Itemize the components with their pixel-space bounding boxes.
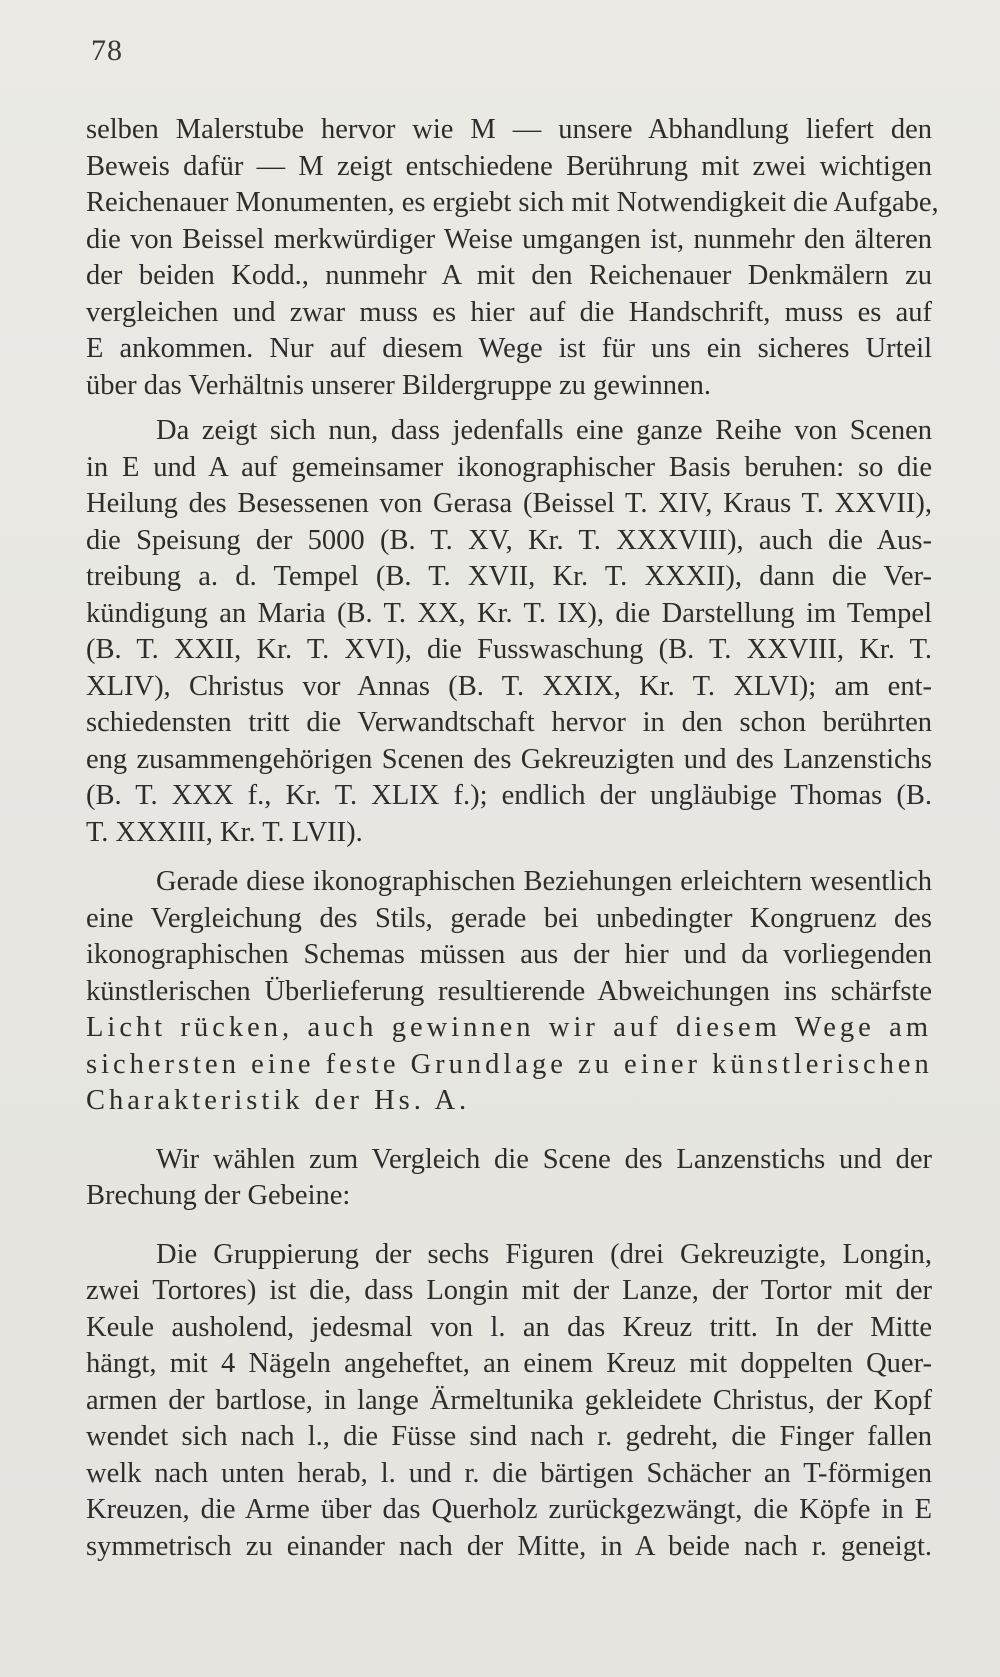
body-text — [86, 112, 939, 1565]
text-line: hängt, mit 4 Nägeln angeheftet, an einem Kreuz mit doppelten Quer- — [86, 1348, 932, 1379]
text-line: Da zeigt sich nun, dass jedenfalls eine ganze Reihe von Scenen — [156, 415, 932, 446]
paragraph-5 — [86, 1237, 932, 1274]
text-line: sichersten eine feste Grundlage zu einer künstlerischen — [86, 1048, 933, 1080]
text-line: (B. T. XXX f., Kr. T. XLIX f.); endlich der ungläubige Thomas (B. — [86, 780, 932, 811]
text-line: wendet sich nach l., die Füsse sind nach r. gedreht, die Finger fallen — [86, 1421, 932, 1452]
paragraph-3 — [86, 864, 932, 901]
text-line: die Speisung der 5000 (B. T. XV, Kr. T. XXXVIII), auch die Aus- — [86, 524, 932, 556]
text-line: Heilung des Besessenen von Gerasa (Beissel T. XIV, Kraus T. XXVII), — [86, 488, 932, 519]
text-line: über das Verhältnis unserer Bildergruppe zu gewinnen. — [86, 369, 711, 401]
text-line: die von Beissel merkwürdiger Weise umgangen ist, nunmehr den älteren — [86, 223, 932, 255]
text-line: eng zusammengehörigen Scenen des Gekreuzigten und des Lanzenstichs — [86, 743, 932, 775]
paragraph-2-continued — [86, 450, 932, 852]
text-line: armen der bartlose, in lange Ärmeltunika gekleidete Christus, der Kopf — [86, 1384, 932, 1416]
text-line: Brechung der Gebeine: — [86, 1180, 351, 1211]
page-number: 78 — [91, 34, 123, 67]
text-line: welk nach unten herab, l. und r. die bärtigen Schächer an T-förmigen — [86, 1457, 932, 1489]
text-line: künstlerischen Überlieferung resultierende Abweichungen ins schärfste — [86, 975, 932, 1007]
text-line: treibung a. d. Tempel (B. T. XVII, Kr. T. XXXII), dann die Ver- — [86, 561, 932, 592]
text-line: Licht rücken, auch gewinnen wir auf diesem Wege am — [86, 1012, 932, 1043]
text-line: ikonographischen Schemas müssen aus der hier und da vorliegenden — [86, 939, 932, 970]
paragraph-2 — [86, 413, 932, 450]
text-line: Beweis dafür — M zeigt entschiedene Berührung mit zwei wichtigen — [86, 150, 932, 182]
text-line: vergleichen und zwar muss es hier auf die Handschrift, muss es auf — [86, 296, 932, 328]
text-line: selben Malerstube hervor wie M — unsere Abhandlung liefert den — [86, 114, 932, 145]
paragraph-1 — [86, 112, 939, 404]
paragraph-5-continued — [86, 1273, 932, 1565]
text-line: der beiden Kodd., nunmehr A mit den Reichenauer Denkmälern zu — [86, 260, 932, 291]
text-line: Reichenauer Monumenten, es ergiebt sich mit Notwendigkeit die Aufgabe, — [86, 187, 939, 218]
text-line: schiedensten tritt die Verwandtschaft hervor in den schon berührten — [86, 707, 932, 738]
paragraph-3-continued — [86, 901, 932, 1120]
text-line: E ankommen. Nur auf diesem Wege ist für uns ein sicheres Urteil — [86, 333, 932, 364]
text-line: zwei Tortores) ist die, dass Longin mit der Lanze, der Tortor mit der — [86, 1275, 932, 1306]
text-line: Die Gruppierung der sechs Figuren (drei Gekreuzigte, Longin, — [156, 1238, 932, 1270]
text-line: Keule ausholend, jedesmal von l. an das Kreuz tritt. In der Mitte — [86, 1311, 932, 1343]
text-line: Charakteristik der Hs. A. — [86, 1085, 471, 1116]
text-line: XLIV), Christus vor Annas (B. T. XXIX, Kr. T. XLVI); am ent- — [86, 670, 932, 702]
paragraph-4 — [86, 1142, 932, 1179]
text-line: eine Vergleichung des Stils, gerade bei unbedingter Kongruenz des — [86, 902, 932, 934]
text-line: symmetrisch zu einander nach der Mitte, in A beide nach r. geneigt. — [86, 1530, 932, 1562]
paragraph-4-continued — [86, 1178, 932, 1215]
text-line: in E und A auf gemeinsamer ikonographischer Basis beruhen: so die — [86, 451, 932, 483]
text-line: Gerade diese ikonographischen Beziehungen erleichtern wesentlich — [156, 866, 932, 897]
text-line: kündigung an Maria (B. T. XX, Kr. T. IX), die Darstellung im Tempel — [86, 597, 932, 629]
text-line: T. XXXIII, Kr. T. LVII). — [86, 816, 363, 848]
text-line: Kreuzen, die Arme über das Querholz zurückgezwängt, die Köpfe in E — [86, 1494, 932, 1525]
text-line: Wir wählen zum Vergleich die Scene des Lanzenstichs und der — [156, 1143, 932, 1175]
text-line: (B. T. XXII, Kr. T. XVI), die Fusswaschung (B. T. XXVIII, Kr. T. — [86, 634, 932, 665]
